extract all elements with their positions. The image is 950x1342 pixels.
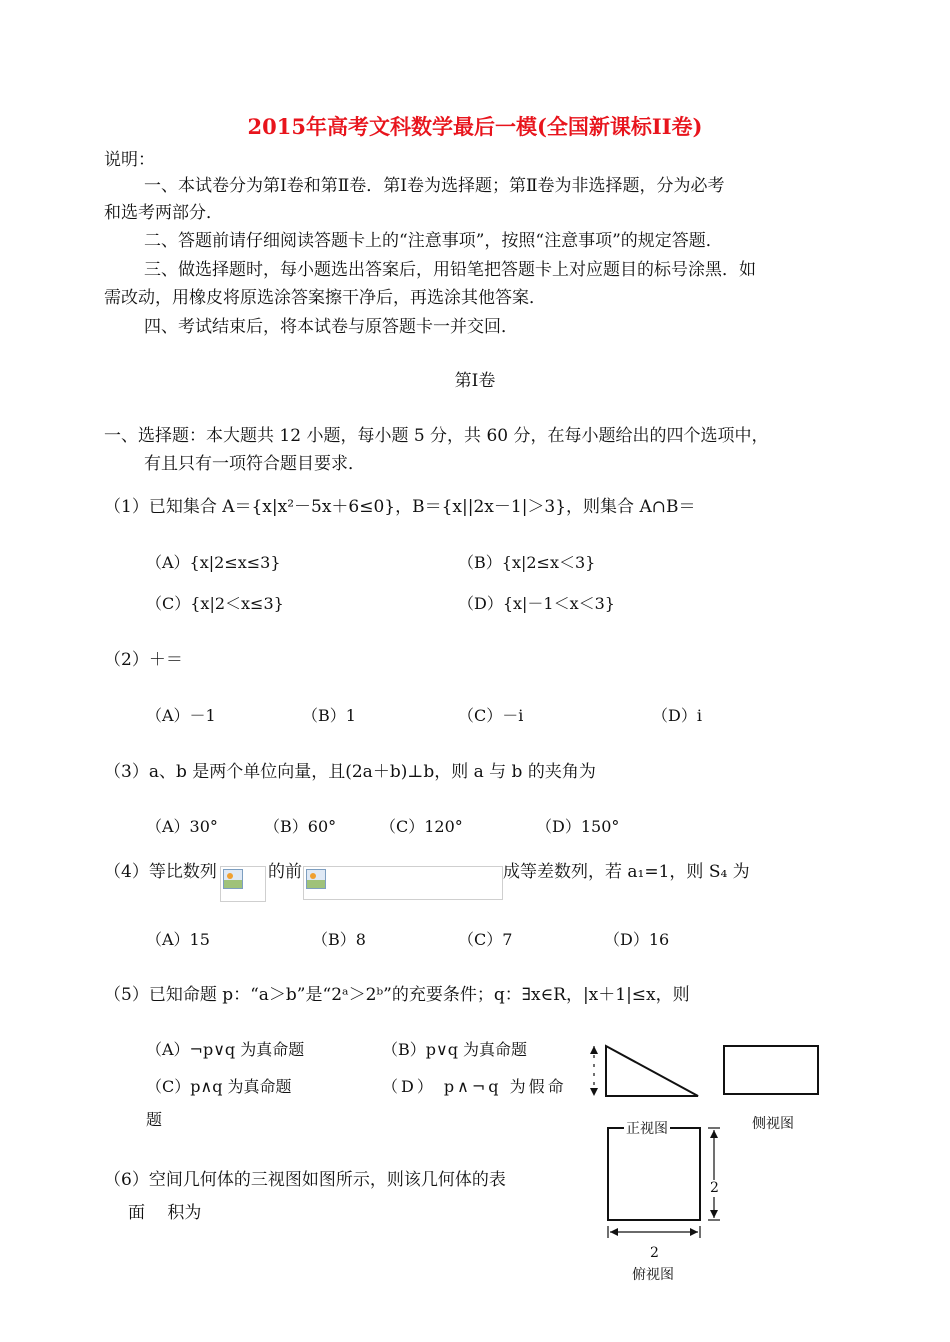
instruction-item-4: 四、考试结束后，将本试卷与原答题卡一并交回． bbox=[144, 317, 518, 337]
question-4-stem-end: 成等差数列，若 a₁=1，则 S₄ 为 bbox=[503, 862, 750, 882]
page-title: 2015年高考文科数学最后一模(全国新课标II卷) bbox=[247, 114, 703, 139]
question-6-stem: （6）空间几何体的三视图如图所示，则该几何体的表 bbox=[104, 1170, 506, 1190]
section-heading: 一、选择题：本大题共 12 小题，每小题 5 分，共 60 分，在每小题给出的四个选项中， bbox=[104, 426, 769, 446]
section-heading-cont: 有且只有一项符合题目要求． bbox=[144, 454, 365, 474]
question-3-option-a: （A）30° bbox=[146, 817, 218, 836]
question-5-option-c: （C）p∧q 为真命题 bbox=[146, 1077, 292, 1096]
top-view-square bbox=[608, 1128, 700, 1220]
question-3-stem: （3）a、b 是两个单位向量，且(2a＋b)⊥b，则 a 与 b 的夹角为 bbox=[104, 762, 596, 782]
instruction-item-1: 一、本试卷分为第Ⅰ卷和第Ⅱ卷．第Ⅰ卷为选择题；第Ⅱ卷为非选择题，分为必考 bbox=[144, 176, 725, 196]
question-5-stem: （5）已知命题 p：“a＞b”是“2ᵃ＞2ᵇ”的充要条件；q：∃x∈R，|x＋1|≤x，则 bbox=[104, 985, 690, 1005]
front-view-triangle bbox=[590, 1046, 698, 1096]
question-5-option-a: （A）¬p∨q 为真命题 bbox=[146, 1040, 305, 1059]
instruction-item-3: 三、做选择题时，每小题选出答案后，用铅笔把答题卡上对应题目的标号涂黑．如 bbox=[144, 260, 756, 280]
broken-image-icon bbox=[220, 866, 266, 902]
question-2-stem: （2）＋＝ bbox=[104, 650, 183, 670]
question-1-option-c: （C）{x|2＜x≤3} bbox=[146, 594, 284, 613]
side-view-label: 侧视图 bbox=[752, 1116, 794, 1132]
dimension-arrow-horizontal bbox=[608, 1226, 700, 1238]
three-view-figure bbox=[580, 1036, 830, 1296]
question-2-option-a: （A）－1 bbox=[146, 706, 216, 725]
side-view-rectangle bbox=[724, 1046, 818, 1094]
question-1-option-b: （B）{x|2≤x＜3} bbox=[458, 553, 596, 572]
question-1-option-d: （D）{x|－1＜x＜3} bbox=[458, 594, 615, 613]
dimension-label-height: 2 bbox=[710, 1180, 719, 1196]
instruction-item-3-cont: 需改动，用橡皮将原选涂答案擦干净后，再选涂其他答案． bbox=[104, 288, 546, 308]
question-2-option-d: （D）i bbox=[652, 706, 702, 725]
question-5-option-d: （D） p∧¬q 为假命 bbox=[382, 1077, 567, 1096]
question-1-option-a: （A）{x|2≤x≤3} bbox=[146, 553, 281, 572]
part-title: 第Ⅰ卷 bbox=[454, 371, 496, 391]
instruction-item-1-cont: 和选考两部分． bbox=[104, 203, 223, 223]
question-4-stem-start: （4）等比数列 bbox=[104, 862, 217, 882]
question-5-option-d-cont: 题 bbox=[146, 1110, 163, 1129]
question-4-option-a: （A）15 bbox=[146, 930, 210, 949]
question-4-stem-mid: 的前 bbox=[268, 862, 302, 882]
question-4-option-d: （D）16 bbox=[604, 930, 670, 949]
question-6-stem-cont: 面 积为 bbox=[128, 1203, 202, 1223]
question-2-option-b: （B）1 bbox=[302, 706, 356, 725]
dimension-arrow-vertical bbox=[708, 1128, 720, 1220]
question-3-option-c: （C）120° bbox=[380, 817, 463, 836]
question-4-option-b: （B）8 bbox=[312, 930, 366, 949]
top-view-label: 俯视图 bbox=[632, 1267, 674, 1283]
question-3-option-d: （D）150° bbox=[536, 817, 620, 836]
question-2-option-c: （C）－i bbox=[458, 706, 524, 725]
question-1-stem: （1）已知集合 A＝{x|x²－5x＋6≤0}，B＝{x||2x－1|＞3}，则集合 A∩B＝ bbox=[104, 497, 696, 517]
dimension-label-width: 2 bbox=[650, 1245, 659, 1261]
instruction-item-2: 二、答题前请仔细阅读答题卡上的“注意事项”，按照“注意事项”的规定答题． bbox=[144, 231, 723, 251]
question-4-option-c: （C）7 bbox=[458, 930, 513, 949]
front-view-label: 正视图 bbox=[626, 1121, 668, 1137]
instructions-heading: 说明： bbox=[104, 150, 155, 170]
question-3-option-b: （B）60° bbox=[264, 817, 337, 836]
broken-image-icon bbox=[303, 866, 503, 900]
question-5-option-b: （B）p∨q 为真命题 bbox=[382, 1040, 528, 1059]
